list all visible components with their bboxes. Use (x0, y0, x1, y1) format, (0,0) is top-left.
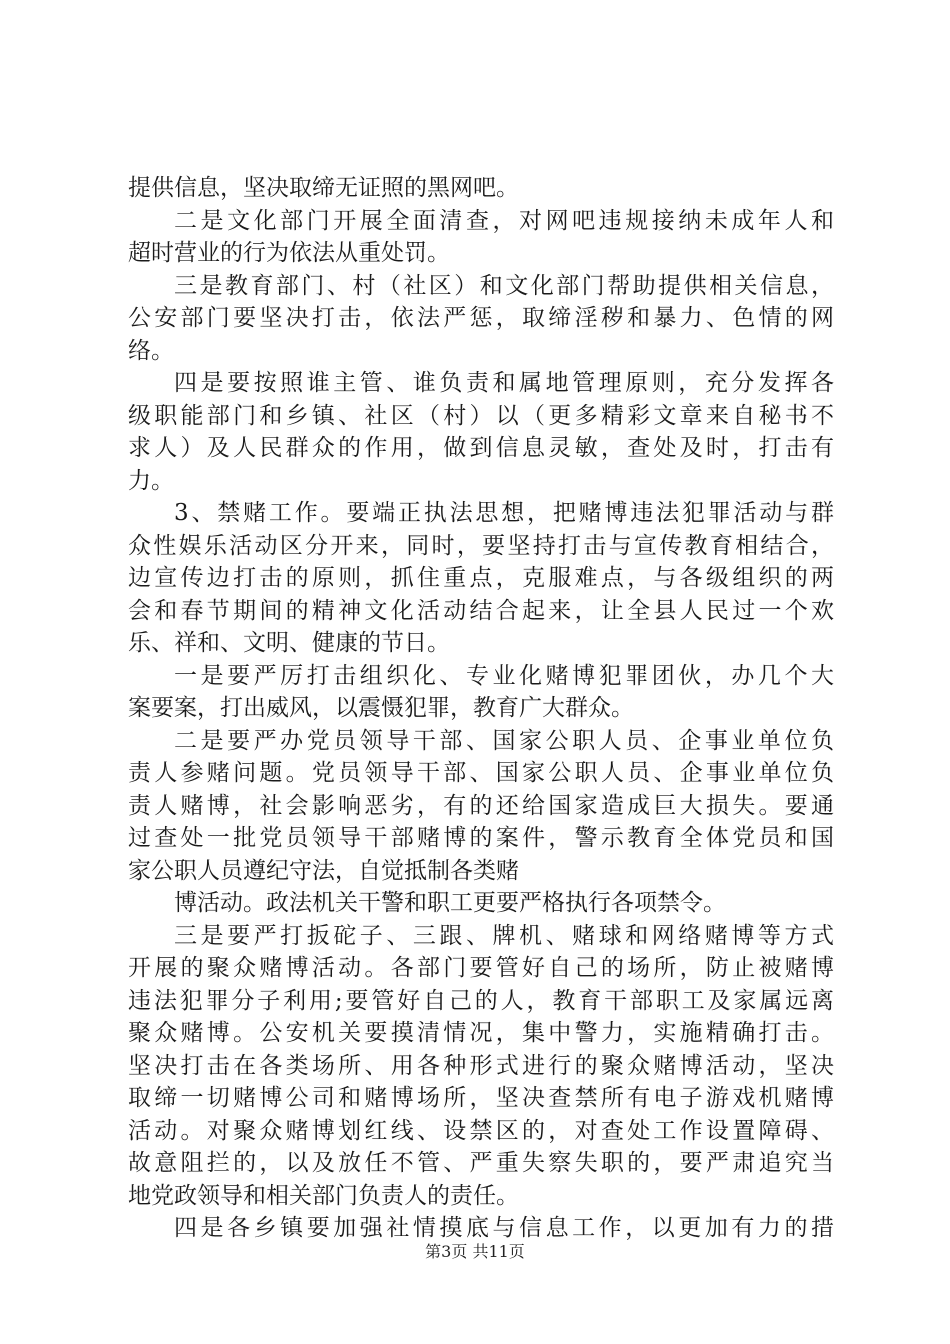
text-line: 聚众赌博。公安机关要摸清情况，集中警力，实施精确打击。 (128, 1020, 834, 1046)
text-line: 级职能部门和乡镇、社区（村）以（更多精彩文章来自秘书不 (128, 402, 834, 429)
text-line: 二是文化部门开展全面清查，对网吧违规接纳未成年人和 (174, 207, 834, 234)
text-line: 取缔一切赌博公司和赌博场所，坚决查禁所有电子游戏机赌博 (128, 1085, 834, 1111)
text-line: 地党政领导和相关部门负责人的责任。 (128, 1182, 519, 1209)
text-line: 三是教育部门、村（社区）和文化部门帮助提供相关信息， (174, 272, 834, 299)
text-line: 责人赌博，社会影响恶劣，有的还给国家造成巨大损失。要通 (128, 792, 834, 819)
text-line: 四是要按照谁主管、谁负责和属地管理原则，充分发挥各 (174, 370, 834, 396)
text-line: 坚决打击在各类场所、用各种形式进行的聚众赌博活动，坚决 (128, 1052, 834, 1079)
text-line: 一是要严厉打击组织化、专业化赌博犯罪团伙，办几个大 (174, 662, 834, 689)
text-line: 边宣传边打击的原则，抓住重点，克服难点，与各级组织的两 (128, 565, 834, 591)
page-footer: 第3页 共11页 (425, 1242, 525, 1261)
text-line: 求人）及人民群众的作用，做到信息灵敏，查处及时，打击有 (128, 435, 834, 461)
text-line: 会和春节期间的精神文化活动结合起来，让全县人民过一个欢 (128, 597, 834, 624)
text-line: 三是要严打扳砣子、三跟、牌机、赌球和网络赌博等方式 (174, 922, 834, 949)
text-line: 过查处一批党员领导干部赌博的案件，警示教育全体党员和国 (128, 825, 834, 851)
text-line: 力。 (128, 467, 174, 494)
text-line: 活动。对聚众赌博划红线、设禁区的，对查处工作设置障碍、 (128, 1117, 834, 1144)
text-line: 提供信息，坚决取缔无证照的黑网吧。 (128, 175, 519, 201)
text-line: 二是要严办党员领导干部、国家公职人员、企事业单位负 (174, 727, 834, 754)
document-body (128, 172, 834, 1245)
text-line: 众性娱乐活动区分开来，同时，要坚持打击与宣传教育相结合， (128, 532, 834, 559)
text-line: 乐、祥和、文明、健康的节日。 (128, 630, 450, 656)
text-line: 博活动。政法机关干警和职工更要严格执行各项禁令。 (174, 890, 726, 916)
text-line: 四是各乡镇要加强社情摸底与信息工作，以更加有力的措 (174, 1215, 834, 1241)
text-line: 违法犯罪分子利用;要管好自己的人，教育干部职工及家属远离 (128, 987, 834, 1014)
text-line: 公安部门要坚决打击，依法严惩，取缔淫秽和暴力、色情的网 (128, 305, 834, 331)
text-line: 络。 (128, 337, 174, 364)
text-line: 开展的聚众赌博活动。各部门要管好自己的场所，防止被赌博 (128, 955, 834, 981)
text-line: 案要案，打出威风，以震慑犯罪，教育广大群众。 (128, 695, 634, 721)
text-line: 责人参赌问题。党员领导干部、国家公职人员、企事业单位负 (128, 760, 834, 786)
text-line: 故意阻拦的，以及放任不管、严重失察失职的，要严肃追究当 (128, 1150, 834, 1176)
text-line: 3、禁赌工作。要端正执法思想，把赌博违法犯罪活动与群 (174, 500, 834, 526)
text-line: 家公职人员遵纪守法，自觉抵制各类赌 (128, 857, 519, 884)
text-line: 超时营业的行为依法从重处罚。 (128, 240, 450, 266)
